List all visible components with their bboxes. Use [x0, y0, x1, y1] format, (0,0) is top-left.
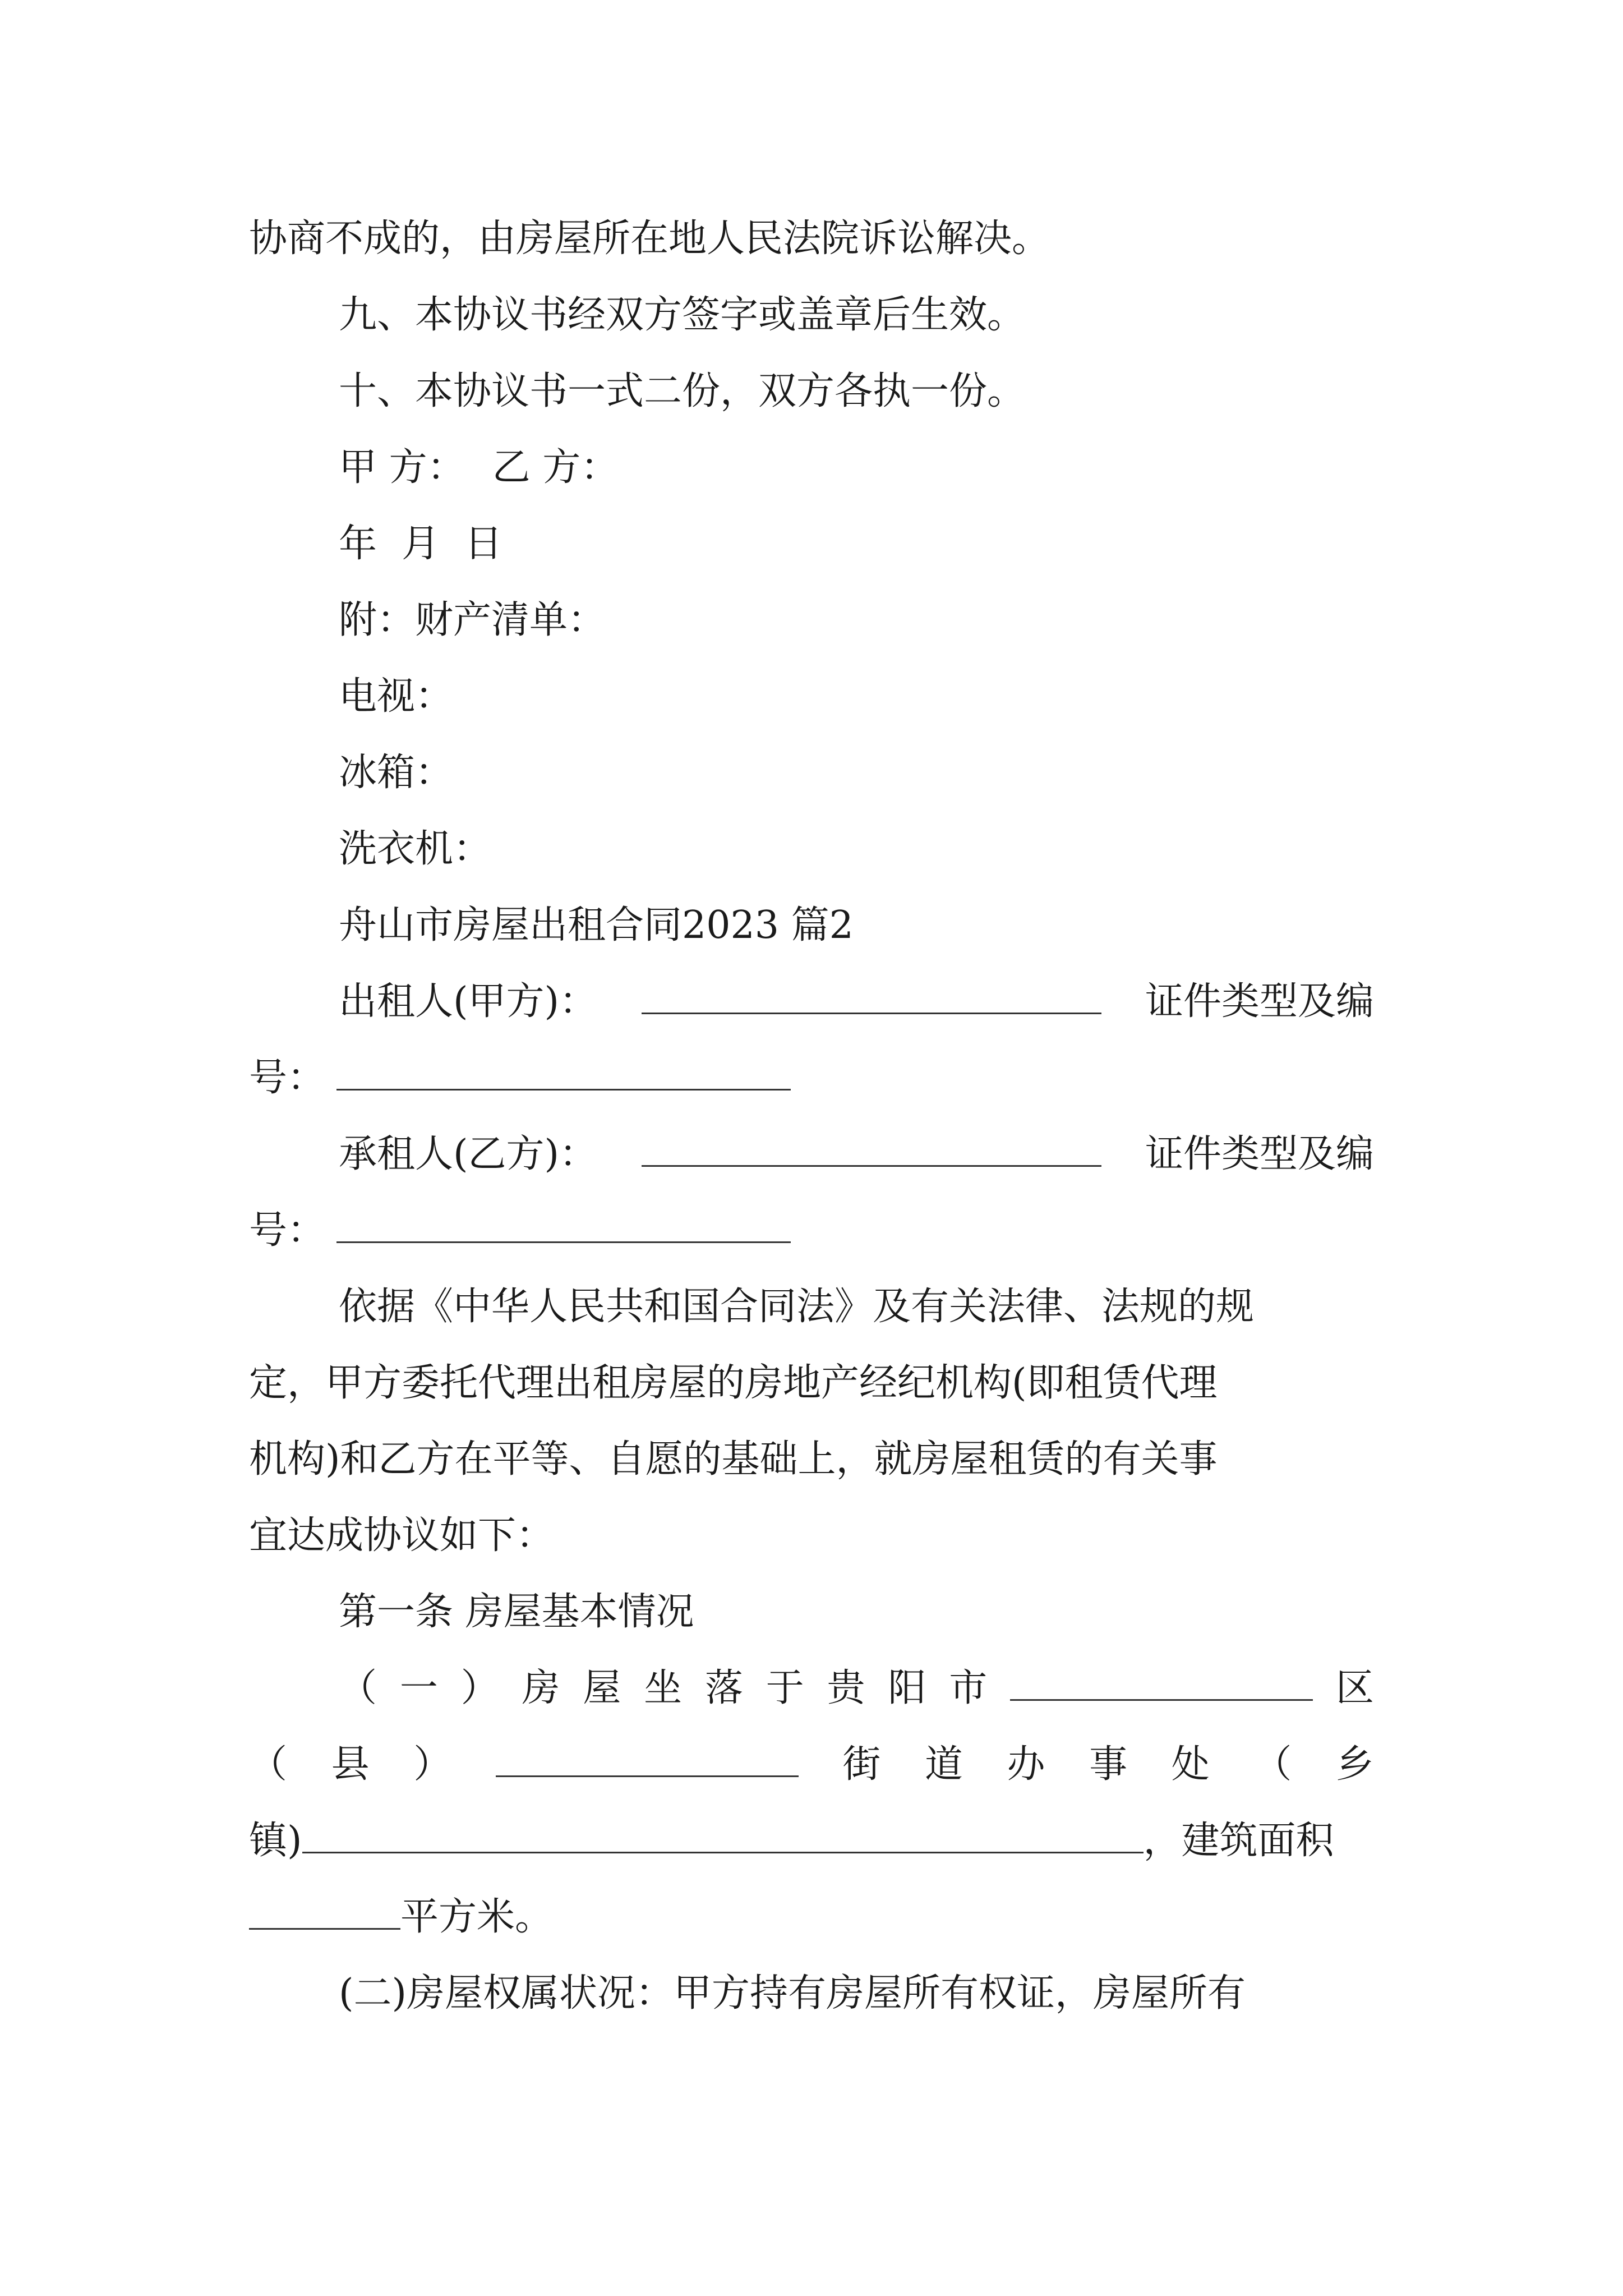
county-char: 道 [924, 1742, 963, 1787]
text-line: 冰箱： [339, 751, 454, 795]
text-line: 宜达成协议如下： [249, 1513, 555, 1558]
location-char: 落 [704, 1666, 743, 1710]
text-line: (二)房屋权属状况：甲方持有房屋所有权证，房屋所有 [339, 1971, 1246, 2016]
lessee-label: 承租人(乙方)： [339, 1132, 598, 1176]
party-b-label: 乙 方： [492, 445, 619, 490]
location-char: 房 [522, 1666, 560, 1710]
text-line: 洗衣机： [339, 827, 492, 871]
lessee-line [339, 1132, 1374, 1176]
month-label: 月 [402, 522, 440, 566]
location-line [249, 1666, 1374, 1710]
location-char: 坐 [644, 1666, 683, 1710]
location-char: 于 [766, 1666, 804, 1710]
location-char: （ [339, 1666, 377, 1710]
county-char: （ [1253, 1742, 1292, 1787]
id-type-label: 证件类型及编 [1145, 1132, 1374, 1176]
text-line: 依据《中华人民共和国合同法》及有关法律、法规的规 [339, 1285, 1255, 1329]
text-line: 机构)和乙方在平等、自愿的基础上，就房屋租赁的有关事 [249, 1437, 1218, 1481]
county-line [249, 1742, 1374, 1787]
town-line [249, 1819, 1334, 1863]
county-char: 办 [1007, 1742, 1045, 1787]
location-char: 区 [1335, 1666, 1374, 1710]
id-number-label: 号： [249, 1208, 326, 1253]
id-number-blank [336, 1061, 791, 1091]
lessee-blank [642, 1137, 1101, 1167]
location-char: ） [460, 1666, 499, 1710]
location-char: 市 [949, 1666, 988, 1710]
area-line [249, 1895, 554, 1939]
text-line: 附：财产清单： [339, 598, 606, 642]
lessor-line [339, 979, 1374, 1024]
county-char: ） [413, 1742, 452, 1787]
area-unit: 平方米。 [400, 1895, 554, 1939]
id-type-label: 证件类型及编 [1145, 979, 1374, 1024]
county-char: 乡 [1335, 1742, 1374, 1787]
county-char: 县 [331, 1742, 370, 1787]
town-label: 镇) [249, 1819, 302, 1863]
text-line: 电视： [339, 674, 454, 719]
county-char: （ [249, 1742, 288, 1787]
area-label: ，建筑面积 [1143, 1819, 1334, 1863]
section-heading: 舟山市房屋出租合同2023 篇2 [339, 903, 854, 947]
id-number-line [249, 1208, 791, 1253]
county-char: 街 [842, 1742, 881, 1787]
area-blank [249, 1900, 400, 1930]
date-line [339, 522, 503, 566]
county-blank [496, 1747, 799, 1777]
county-char: 事 [1089, 1742, 1128, 1787]
lessor-label: 出租人(甲方)： [339, 979, 598, 1024]
location-char: 屋 [583, 1666, 621, 1710]
district-blank [1010, 1671, 1313, 1701]
location-char: 贵 [827, 1666, 865, 1710]
text-line: 协商不成的，由房屋所在地人民法院诉讼解决。 [249, 217, 1050, 261]
location-char: 一 [399, 1666, 438, 1710]
id-number-line [249, 1056, 791, 1100]
text-line: 十、本协议书一式二份，双方各执一份。 [339, 369, 1026, 413]
id-number-label: 号： [249, 1056, 326, 1100]
day-label: 日 [464, 522, 503, 566]
town-blank [302, 1824, 1144, 1853]
county-char: 处 [1171, 1742, 1210, 1787]
signature-line [339, 445, 619, 490]
text-line: 定，甲方委托代理出租房屋的房地产经纪机构(即租赁代理 [249, 1361, 1218, 1405]
lessor-blank [642, 984, 1101, 1014]
article-heading: 第一条 房屋基本情况 [339, 1590, 694, 1634]
location-char: 阳 [888, 1666, 926, 1710]
id-number-blank [336, 1213, 791, 1243]
party-a-label: 甲 方： [339, 445, 465, 490]
year-label: 年 [339, 522, 377, 566]
text-line: 九、本协议书经双方签字或盖章后生效。 [339, 293, 1026, 337]
